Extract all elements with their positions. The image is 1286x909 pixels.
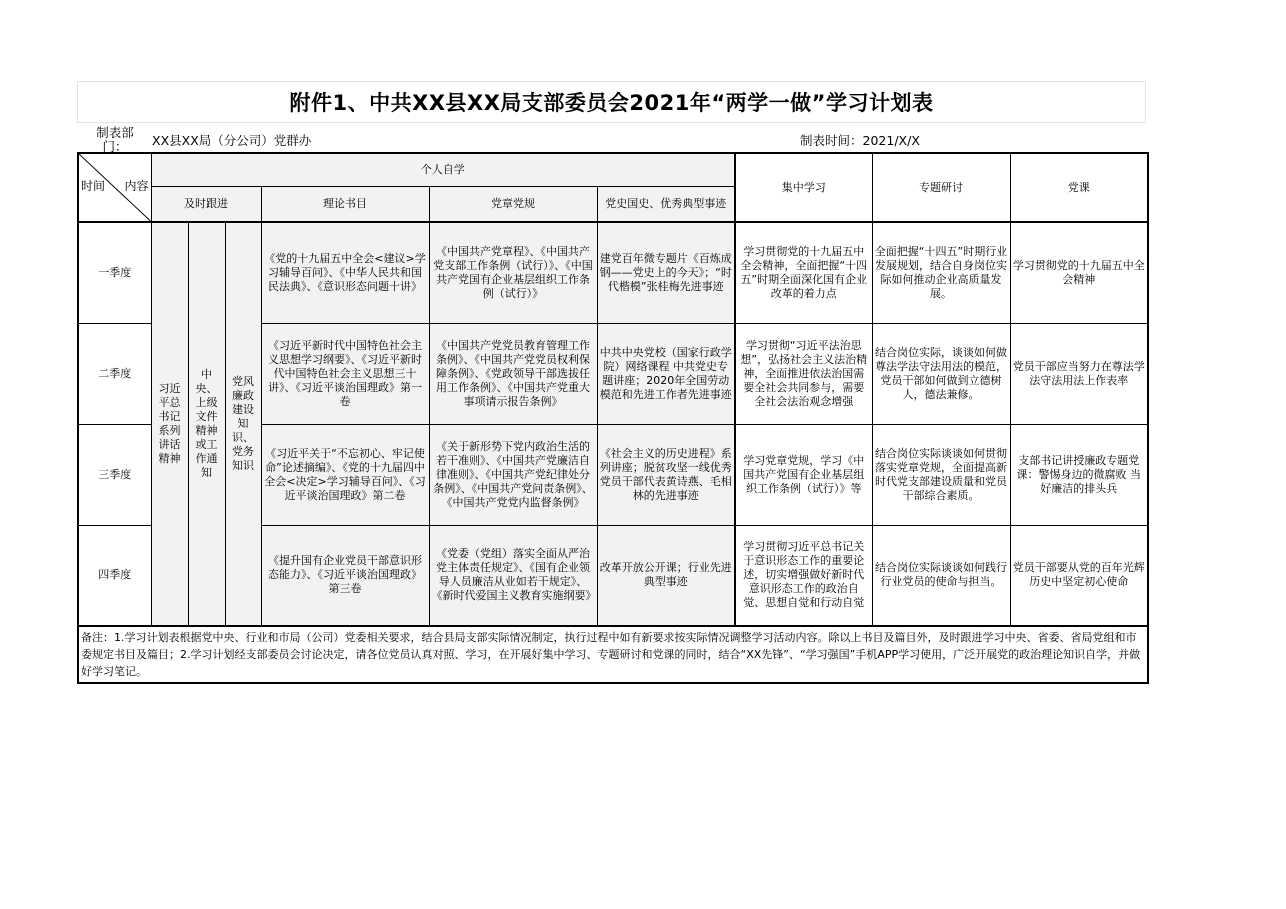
party-rules-header: 党章党规 xyxy=(429,186,597,222)
theory-cell: 《习近平关于“不忘初心、牢记使命”论述摘编》、《党的十九届四中全会<决定>学习辅导百问》、《习近平谈治国理政》第二卷 xyxy=(261,424,429,525)
corner-time-label: 时间 xyxy=(81,179,106,193)
follow-item-integrity: 党风廉政建设知识、党务知识 xyxy=(225,222,261,626)
central-cell: 学习贯彻“习近平法治思想”，弘扬社会主义法治精神，全面推进依法治国需要全社会共同参与，需要全社会法治观念增强 xyxy=(735,323,872,424)
rules-cell: 《关于新形势下党内政治生活的若干准则》、《中国共产党廉洁自律准则》、《中国共产党纪律处分条例》、《中国共产党问责条例》、《中国共产党党内监督条例》 xyxy=(429,424,597,525)
date-label: 制表时间： xyxy=(800,133,863,148)
topic-cell: 结合岗位实际，谈谈如何做尊法学法守法用法的模范，党员干部如何做到立德树人，德法兼修。 xyxy=(872,323,1010,424)
rules-cell: 《中国共产党党员教育管理工作条例》、《中国共产党党员权利保障条例》、《党政领导干部选拔任用工作条例》、《中国共产党重大事项请示报告条例》 xyxy=(429,323,597,424)
personal-study-header: 个人自学 xyxy=(151,153,735,186)
follow-item-speeches: 习近平总书记系列讲话精神 xyxy=(151,222,188,626)
lecture-cell: 党员干部要从党的百年光辉历史中坚定初心使命 xyxy=(1010,525,1148,626)
quarter-label: 四季度 xyxy=(78,525,151,626)
quarter-label: 二季度 xyxy=(78,323,151,424)
date-field xyxy=(800,131,920,149)
theory-cell: 《提升国有企业党员干部意识形态能力》、《习近平谈治国理政》第三卷 xyxy=(261,525,429,626)
topic-seminar-header: 专题研讨 xyxy=(872,153,1010,222)
topic-cell: 结合岗位实际谈谈如何贯彻落实党章党规，全面提高新时代党支部建设质量和党员干部综合素质。 xyxy=(872,424,1010,525)
lecture-cell: 支部书记讲授廉政专题党课：警惕身边的微腐败 当好廉洁的排头兵 xyxy=(1010,424,1148,525)
study-plan-table xyxy=(77,152,1149,684)
lecture-cell: 学习贯彻党的十九届五中全会精神 xyxy=(1010,222,1148,323)
dept-value: XX县XX局（分公司）党群办 xyxy=(152,133,312,148)
dept-label: 制表部门： xyxy=(96,125,134,154)
page-title: 附件1、中共XX县XX局支部委员会2021年“两学一做”学习计划表 xyxy=(289,91,934,115)
title-row xyxy=(77,81,1146,123)
history-cell: 建党百年微专题片《百炼成钢——党史上的今天》；“时代楷模”张桂梅先进事迹 xyxy=(597,222,735,323)
topic-cell: 全面把握“十四五”时期行业发展规划，结合自身岗位实际如何推动企业高质量发展。 xyxy=(872,222,1010,323)
topic-cell: 结合岗位实际谈谈如何践行行业党员的使命与担当。 xyxy=(872,525,1010,626)
corner-content-label: 内容 xyxy=(124,179,149,193)
footnote-remarks: 备注：1.学习计划表根据党中央、行业和市局（公司）党委相关要求，结合县局支部实际情况制定，执行过程中如有新要求按实际情况调整学习活动内容。除以上书目及篇目外，及时跟进学习中央、省委、省局党组和市委规定书目及篇目；2.学习计划经支部委员会讨论决定，请各位党员认真对照、学习，在开展好集中学习、专题研讨和党课的同时，结合“XX先锋”、“学习强国”手机APP学习使用，广泛开展党的政治理论知识自学，并做好学习笔记。 xyxy=(78,626,1148,683)
history-header: 党史国史、优秀典型事迹 xyxy=(597,186,735,222)
follow-up-header: 及时跟进 xyxy=(151,186,261,222)
centralized-study-header: 集中学习 xyxy=(735,153,872,222)
quarter-label: 三季度 xyxy=(78,424,151,525)
history-cell: 改革开放公开课；行业先进典型事迹 xyxy=(597,525,735,626)
central-cell: 学习贯彻党的十九届五中全会精神，全面把握“十四五”时期全面深化国有企业改革的着力点 xyxy=(735,222,872,323)
party-lecture-header: 党课 xyxy=(1010,153,1148,222)
corner-header-cell xyxy=(78,153,151,222)
follow-item-documents: 中央、上级文件精神或工作通知 xyxy=(188,222,225,626)
lecture-cell: 党员干部应当努力在尊法学法守法用法上作表率 xyxy=(1010,323,1148,424)
central-cell: 学习党章党规，学习《中国共产党国有企业基层组织工作条例（试行）》等 xyxy=(735,424,872,525)
date-value: 2021/X/X xyxy=(862,133,920,148)
rules-cell: 《中国共产党章程》、《中国共产党支部工作条例（试行）》、《中国共产党国有企业基层组织工作条例（试行）》 xyxy=(429,222,597,323)
rules-cell: 《党委（党组）落实全面从严治党主体责任规定》、《国有企业领导人员廉洁从业如若干规定》、《新时代爱国主义教育实施纲要》 xyxy=(429,525,597,626)
history-cell: 中共中央党校（国家行政学院）网络课程 中共党史专题讲座；2020年全国劳动模范和先进工作者先进事迹 xyxy=(597,323,735,424)
theory-books-header: 理论书目 xyxy=(261,186,429,222)
theory-cell: 《习近平新时代中国特色社会主义思想学习纲要》、《习近平新时代中国特色社会主义思想三十讲》、《习近平谈治国理政》第一卷 xyxy=(261,323,429,424)
theory-cell: 《党的十九届五中全会<建议>学习辅导百问》、《中华人民共和国民法典》、《意识形态问题十讲》 xyxy=(261,222,429,323)
quarter-label: 一季度 xyxy=(78,222,151,323)
central-cell: 学习贯彻习近平总书记关于意识形态工作的重要论述，切实增强做好新时代意识形态工作的政治自觉、思想自觉和行动自觉 xyxy=(735,525,872,626)
history-cell: 《社会主义的历史进程》系列讲座；脱贫攻坚一线优秀党员干部代表黄诗燕、毛相林的先进事迹 xyxy=(597,424,735,525)
